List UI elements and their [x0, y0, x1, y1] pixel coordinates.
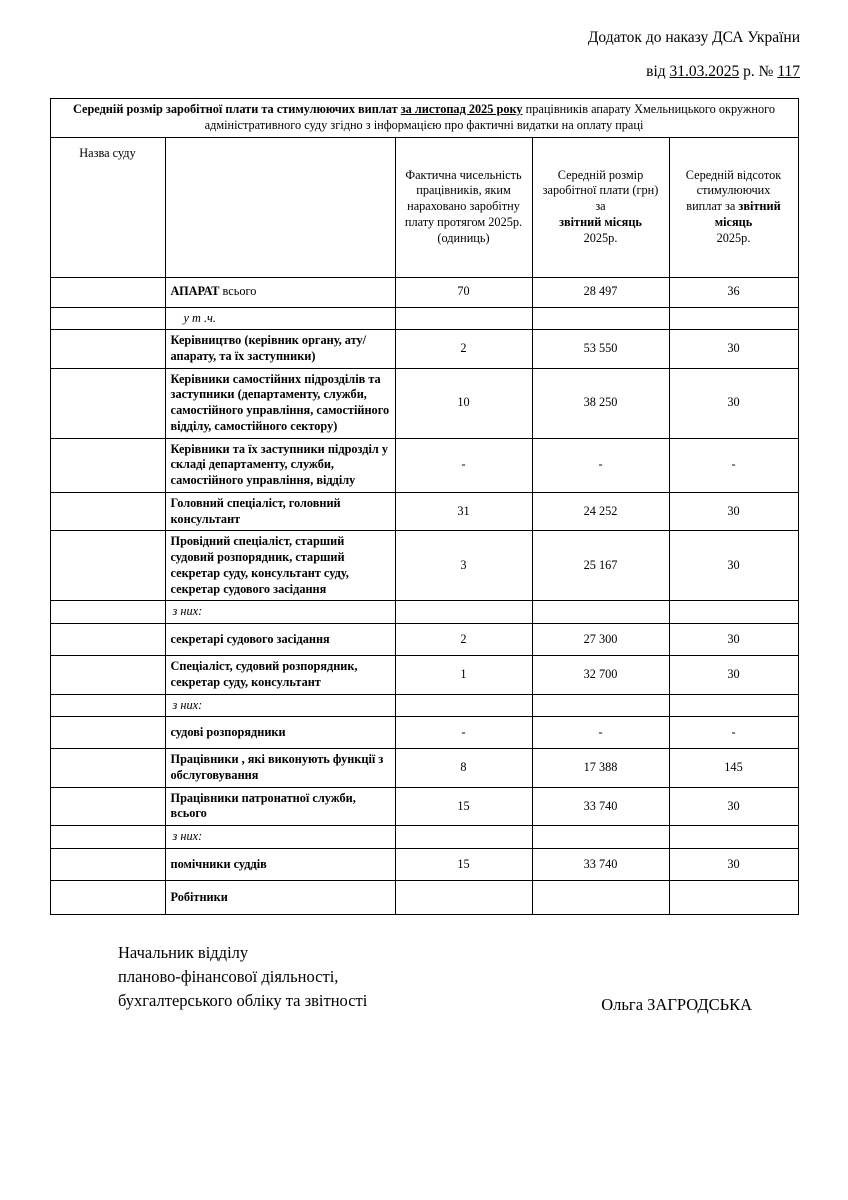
row-salary: 32 700	[532, 656, 669, 694]
row-percent: 36	[669, 277, 798, 307]
row-label: з них:	[165, 694, 395, 717]
row-label-bold: АПАРАТ	[170, 284, 220, 299]
table-row	[50, 330, 798, 368]
row-salary: 24 252	[532, 492, 669, 530]
row-percent: -	[669, 438, 798, 492]
row-percent: 30	[669, 624, 798, 656]
row-label: Робітники	[165, 880, 395, 914]
signatory-position-line-1: Начальник відділу	[118, 942, 249, 962]
row-headcount: -	[395, 717, 532, 749]
court-name-cell	[50, 601, 165, 624]
row-percent: 30	[669, 531, 798, 601]
table-row	[50, 531, 798, 601]
table-row	[50, 368, 798, 438]
row-salary: 38 250	[532, 368, 669, 438]
row-headcount: -	[395, 438, 532, 492]
document-header	[48, 26, 800, 84]
table-row	[50, 826, 798, 849]
row-headcount: 2	[395, 624, 532, 656]
row-label: Керівництво (керівник органу, ату/апарату, та їх заступники)	[165, 330, 395, 368]
table-row	[50, 749, 798, 787]
row-label: Головний спеціаліст, головний консультант	[165, 492, 395, 530]
avg-percent-line-3b: звітний	[738, 199, 781, 214]
column-header-average-percent	[669, 137, 798, 277]
table-row	[50, 717, 798, 749]
row-label: помічники суддів	[165, 848, 395, 880]
table-row	[50, 787, 798, 825]
table-row	[50, 601, 798, 624]
row-percent: 30	[669, 656, 798, 694]
row-headcount: 3	[395, 531, 532, 601]
avg-salary-line-2: заробітної плати (грн) за	[542, 183, 659, 214]
header-order-reference: Додаток до наказу ДСА України	[587, 29, 800, 46]
signatory-position	[118, 941, 638, 1013]
header-date-prefix: від	[646, 63, 670, 81]
table-row	[50, 880, 798, 914]
court-name-cell	[50, 717, 165, 749]
title-part-1: Середній розмір заробітної плати та стимулюючих виплат	[72, 102, 401, 117]
row-percent	[669, 880, 798, 914]
row-percent: 30	[669, 330, 798, 368]
court-name-cell	[50, 438, 165, 492]
row-salary: 28 497	[532, 277, 669, 307]
table-row	[50, 848, 798, 880]
court-name-cell	[50, 848, 165, 880]
table-row	[50, 624, 798, 656]
row-percent: 30	[669, 492, 798, 530]
row-salary	[532, 880, 669, 914]
court-name-cell	[50, 330, 165, 368]
court-name-cell	[50, 492, 165, 530]
court-name-cell	[50, 531, 165, 601]
row-label	[165, 277, 395, 307]
row-salary: 27 300	[532, 624, 669, 656]
row-percent: -	[669, 717, 798, 749]
table-row	[50, 656, 798, 694]
header-number-label: р. №	[739, 63, 778, 81]
row-headcount: 31	[395, 492, 532, 530]
header-number: 117	[777, 63, 800, 81]
row-percent: 30	[669, 848, 798, 880]
court-name-cell	[50, 749, 165, 787]
avg-salary-line-4: 2025р.	[583, 230, 618, 245]
row-percent	[669, 826, 798, 849]
row-label-rest: всього	[219, 284, 257, 299]
avg-salary-line-3: звітний місяць	[559, 214, 642, 229]
row-percent	[669, 694, 798, 717]
row-salary: 17 388	[532, 749, 669, 787]
table-row	[50, 694, 798, 717]
row-label: Спеціаліст, судовий розпорядник, секретар суду, консультант	[165, 656, 395, 694]
row-headcount	[395, 826, 532, 849]
row-percent	[669, 601, 798, 624]
signatory-position-line-2: планово-фінансової діяльності,	[118, 966, 339, 986]
column-header-headcount: Фактична чисельність працівників, яким нараховано заробітну плату протягом 2025р.(одиниць)	[395, 137, 532, 277]
table-row	[50, 438, 798, 492]
court-name-cell	[50, 826, 165, 849]
row-headcount: 15	[395, 848, 532, 880]
row-salary	[532, 601, 669, 624]
avg-percent-line-2: стимулюючих	[696, 183, 771, 198]
court-name-cell	[50, 694, 165, 717]
row-salary: -	[532, 438, 669, 492]
title-period: за листопад 2025 року	[400, 102, 523, 117]
row-label: з них:	[165, 826, 395, 849]
row-percent: 145	[669, 749, 798, 787]
avg-percent-line-4: місяць	[714, 214, 753, 229]
row-salary: 33 740	[532, 848, 669, 880]
row-headcount	[395, 694, 532, 717]
row-percent: 30	[669, 368, 798, 438]
table-title	[50, 99, 798, 137]
row-label: у т .ч.	[165, 307, 395, 330]
title-part-2: працівників апарату Хмельницького окружного адміністративного суду згідно з інформацією про фактичні видатки на оплату праці	[204, 102, 776, 132]
row-label: судові розпорядники	[165, 717, 395, 749]
table-header-row	[50, 137, 798, 277]
row-salary	[532, 307, 669, 330]
row-headcount: 1	[395, 656, 532, 694]
row-salary: 25 167	[532, 531, 669, 601]
court-name-cell	[50, 277, 165, 307]
table-title-row	[50, 99, 798, 137]
row-headcount	[395, 880, 532, 914]
court-name-cell	[50, 656, 165, 694]
avg-percent-line-3: виплат за	[686, 199, 739, 214]
row-percent	[669, 307, 798, 330]
row-headcount	[395, 307, 532, 330]
salary-report-table	[50, 98, 799, 915]
row-label: з них:	[165, 601, 395, 624]
row-headcount: 10	[395, 368, 532, 438]
row-headcount: 70	[395, 277, 532, 307]
row-label: Керівники та їх заступники підрозділ у складі департаменту, служби, самостійного управління, відділу	[165, 438, 395, 492]
court-name-cell	[50, 880, 165, 914]
court-name-cell	[50, 624, 165, 656]
row-label: Працівники , які виконують функції з обслуговування	[165, 749, 395, 787]
court-name-cell	[50, 787, 165, 825]
avg-percent-line-5: 2025р.	[716, 230, 751, 245]
row-salary: 53 550	[532, 330, 669, 368]
header-order-date-number	[48, 60, 800, 84]
row-salary	[532, 826, 669, 849]
row-headcount: 15	[395, 787, 532, 825]
row-label: Працівники патронатної служби, всього	[165, 787, 395, 825]
table-row	[50, 277, 798, 307]
row-percent: 30	[669, 787, 798, 825]
row-salary	[532, 694, 669, 717]
table-row	[50, 307, 798, 330]
row-label: Керівники самостійних підрозділів та заступники (департаменту, служби, самостійного управління, самостійного відділу, самостійного сектору)	[165, 368, 395, 438]
row-headcount: 8	[395, 749, 532, 787]
row-salary: 33 740	[532, 787, 669, 825]
column-header-average-salary	[532, 137, 669, 277]
signature-block	[48, 941, 800, 1021]
column-header-court-name: Назва суду	[50, 137, 165, 277]
court-name-cell	[50, 307, 165, 330]
avg-percent-line-1: Середній відсоток	[685, 167, 782, 182]
signatory-name: Ольга ЗАГРОДСЬКА	[601, 995, 752, 1014]
table-row	[50, 492, 798, 530]
row-headcount	[395, 601, 532, 624]
court-name-cell	[50, 368, 165, 438]
row-label: Провідний спеціаліст, старший судовий розпорядник, старший секретар суду, консультант суду, секретар судового засідання	[165, 531, 395, 601]
row-headcount: 2	[395, 330, 532, 368]
avg-salary-line-1: Середній розмір	[557, 167, 644, 182]
column-header-blank	[165, 137, 395, 277]
header-date: 31.03.2025	[669, 63, 740, 81]
signatory-position-line-3: бухгалтерського обліку та звітності	[118, 990, 368, 1010]
row-salary: -	[532, 717, 669, 749]
row-label: секретарі судового засідання	[165, 624, 395, 656]
